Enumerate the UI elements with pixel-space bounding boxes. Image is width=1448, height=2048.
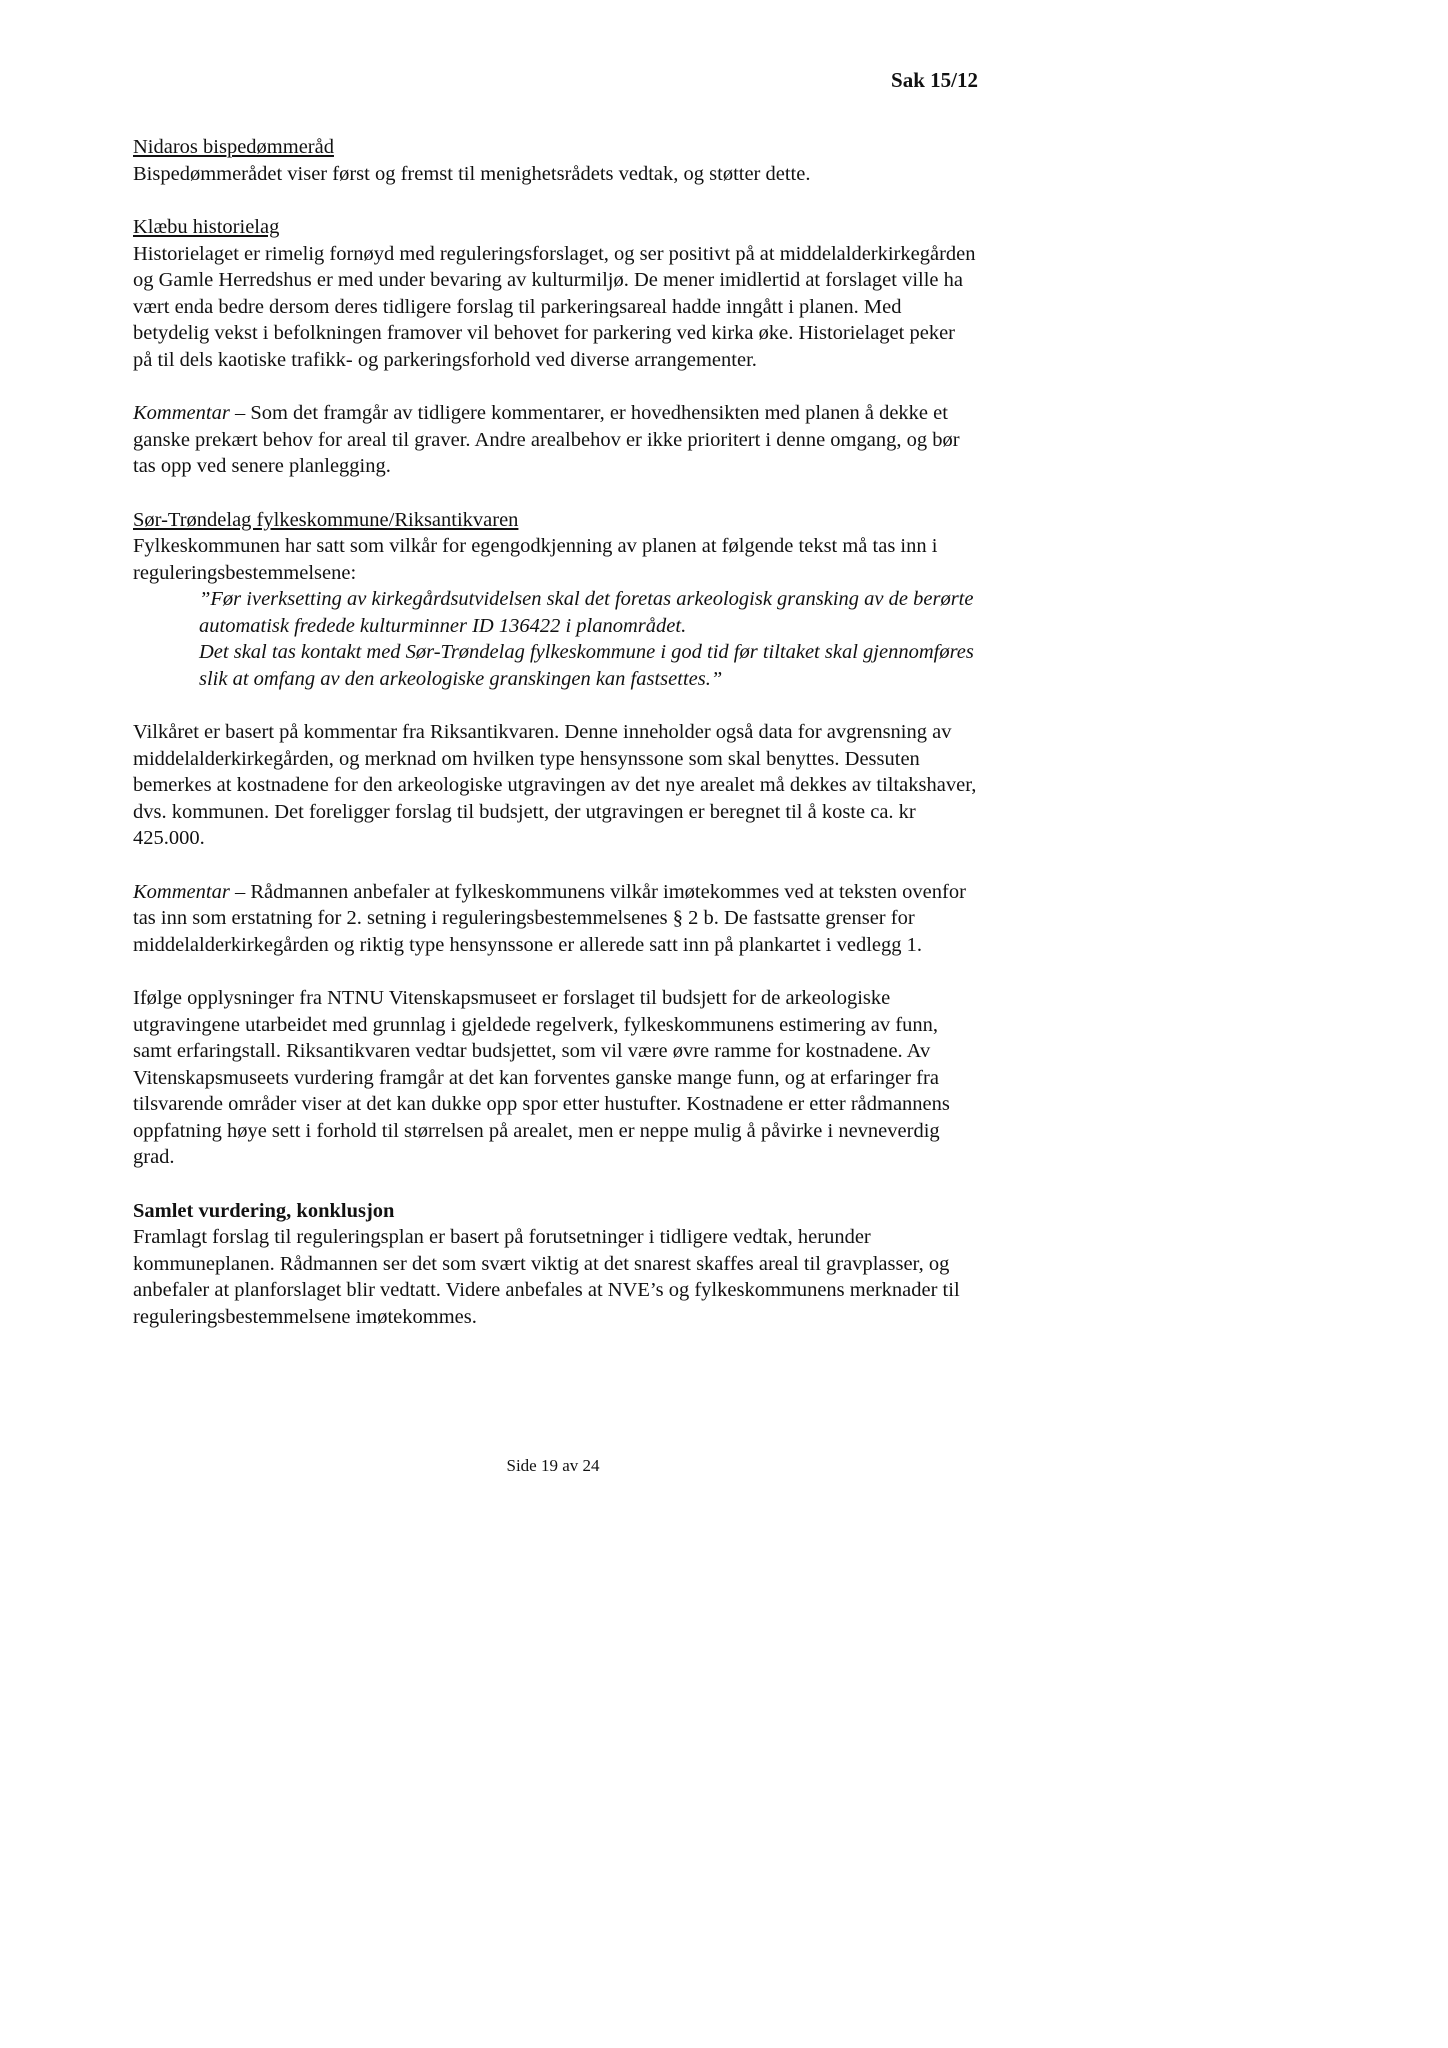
section-nidaros	[133, 134, 978, 187]
document-body	[133, 134, 978, 1357]
section-heading: Sør-Trøndelag fylkeskommune/Riksantikvaren	[133, 508, 519, 531]
section-paragraph: Fylkeskommunen har satt som vilkår for egengodkjenning av planen at følgende tekst må tas inn i reguleringsbestemmelsene:	[133, 535, 938, 584]
section-ntnu	[133, 985, 978, 1171]
section-paragraph: Ifølge opplysninger fra NTNU Vitenskapsmuseet er forslaget til budsjett for de arkeologiske utgravingene utarbeidet med grunnlag i gjeldede regelverk, fylkeskommunens estimering av funn, samt erfaringstall. Riksantikvaren vedtar budsjettet, som vil være øvre ramme for kostnadene. Av Vitenskapsmuseets vurdering framgår at det kan forventes ganske mange funn, og at erfaringer fra tilsvarende områder viser at det kan dukke opp spor etter hustufter. Kostnadene er etter rådmannens oppfatning høye sett i forhold til størrelsen på arealet, men er neppe mulig å påvirke i nevneverdig grad.	[133, 987, 950, 1168]
comment-label: Kommentar	[133, 880, 230, 903]
section-heading: Klæbu historielag	[133, 216, 280, 238]
section-paragraph: Vilkåret er basert på kommentar fra Riksantikvaren. Denne inneholder også data for avgrensning av middelalderkirkegården, og merknad om hvilken type hensynssone som skal benyttes. Dessuten bemerkes at kostnadene for den arkeologiske utgravingen av det nye arealet må dekkes av tiltakshaver, dvs. kommunen. Det foreligger forslag til budsjett, der utgravingen er beregnet til å koste ca. kr 425.000.	[133, 721, 977, 849]
section-fylkeskommune	[133, 507, 978, 693]
section-conclusion	[133, 1198, 978, 1331]
case-number: Sak 15/12	[891, 68, 978, 92]
comment-paragraph	[133, 400, 978, 480]
quoted-regulation	[199, 586, 978, 692]
page-number: Side 19 av 24	[506, 1456, 600, 1475]
comment-text: – Som det framgår av tidligere kommentarer, er hovedhensikten med planen å dekke et ganske prekært behov for areal til graver. Andre arealbehov er ikke prioritert i denne omgang, og bør tas opp ved senere planlegging.	[133, 402, 960, 477]
section-heading: Samlet vurdering, konklusjon	[133, 1199, 395, 1222]
comment-text: – Rådmannen anbefaler at fylkeskommunens vilkår imøtekommes ved at teksten ovenfor tas inn som erstatning for 2. setning i reguleringsbestemmelsenes § 2 b. De fastsatte grenser for middelalderkirkegården og riktig type hensynssone er allerede satt inn på plankartet i vedlegg 1.	[133, 880, 966, 956]
section-klaebu	[133, 214, 978, 373]
quote-line: Det skal tas kontakt med Sør-Trøndelag fylkeskommune i god tid før tiltaket skal gjennomføres slik at omfang av den arkeologiske granskingen kan fastsettes.”	[199, 641, 974, 690]
comment-paragraph	[133, 879, 978, 959]
quote-line: ”Før iverksetting av kirkegårdsutvidelsen skal det foretas arkeologisk gransking av de berørte automatisk fredede kulturminner ID 136422 i planområdet.	[199, 588, 974, 637]
section-paragraph: Historielaget er rimelig fornøyd med reguleringsforslaget, og ser positivt på at middelalderkirkegården og Gamle Herredshus er med under bevaring av kulturmiljø. De mener imidlertid at forslaget ville ha vært enda bedre dersom deres tidligere forslag til parkeringsareal hadde inngått i planen. Med betydelig vekst i befolkningen framover vil behovet for parkering ved kirka øke. Historielaget peker på til dels kaotiske trafikk- og parkeringsforhold ved diverse arrangementer.	[133, 242, 976, 371]
section-paragraph: Framlagt forslag til reguleringsplan er basert på forutsetninger i tidligere vedtak, herunder kommuneplanen. Rådmannen ser det som svært viktig at det snarest skaffes areal til gravplasser, og anbefaler at planforslaget blir vedtatt. Videre anbefales at NVE’s og fylkeskommunens merknader til reguleringsbestemmelsene imøtekommes.	[133, 1226, 960, 1328]
section-comment-2	[133, 879, 978, 959]
section-heading: Nidaros bispedømmeråd	[133, 136, 334, 158]
comment-label: Kommentar	[133, 402, 230, 424]
section-vilkar	[133, 719, 978, 852]
section-paragraph: Bispedømmerådet viser først og fremst til menighetsrådets vedtak, og støtter dette.	[133, 162, 811, 185]
section-comment-1	[133, 400, 978, 480]
